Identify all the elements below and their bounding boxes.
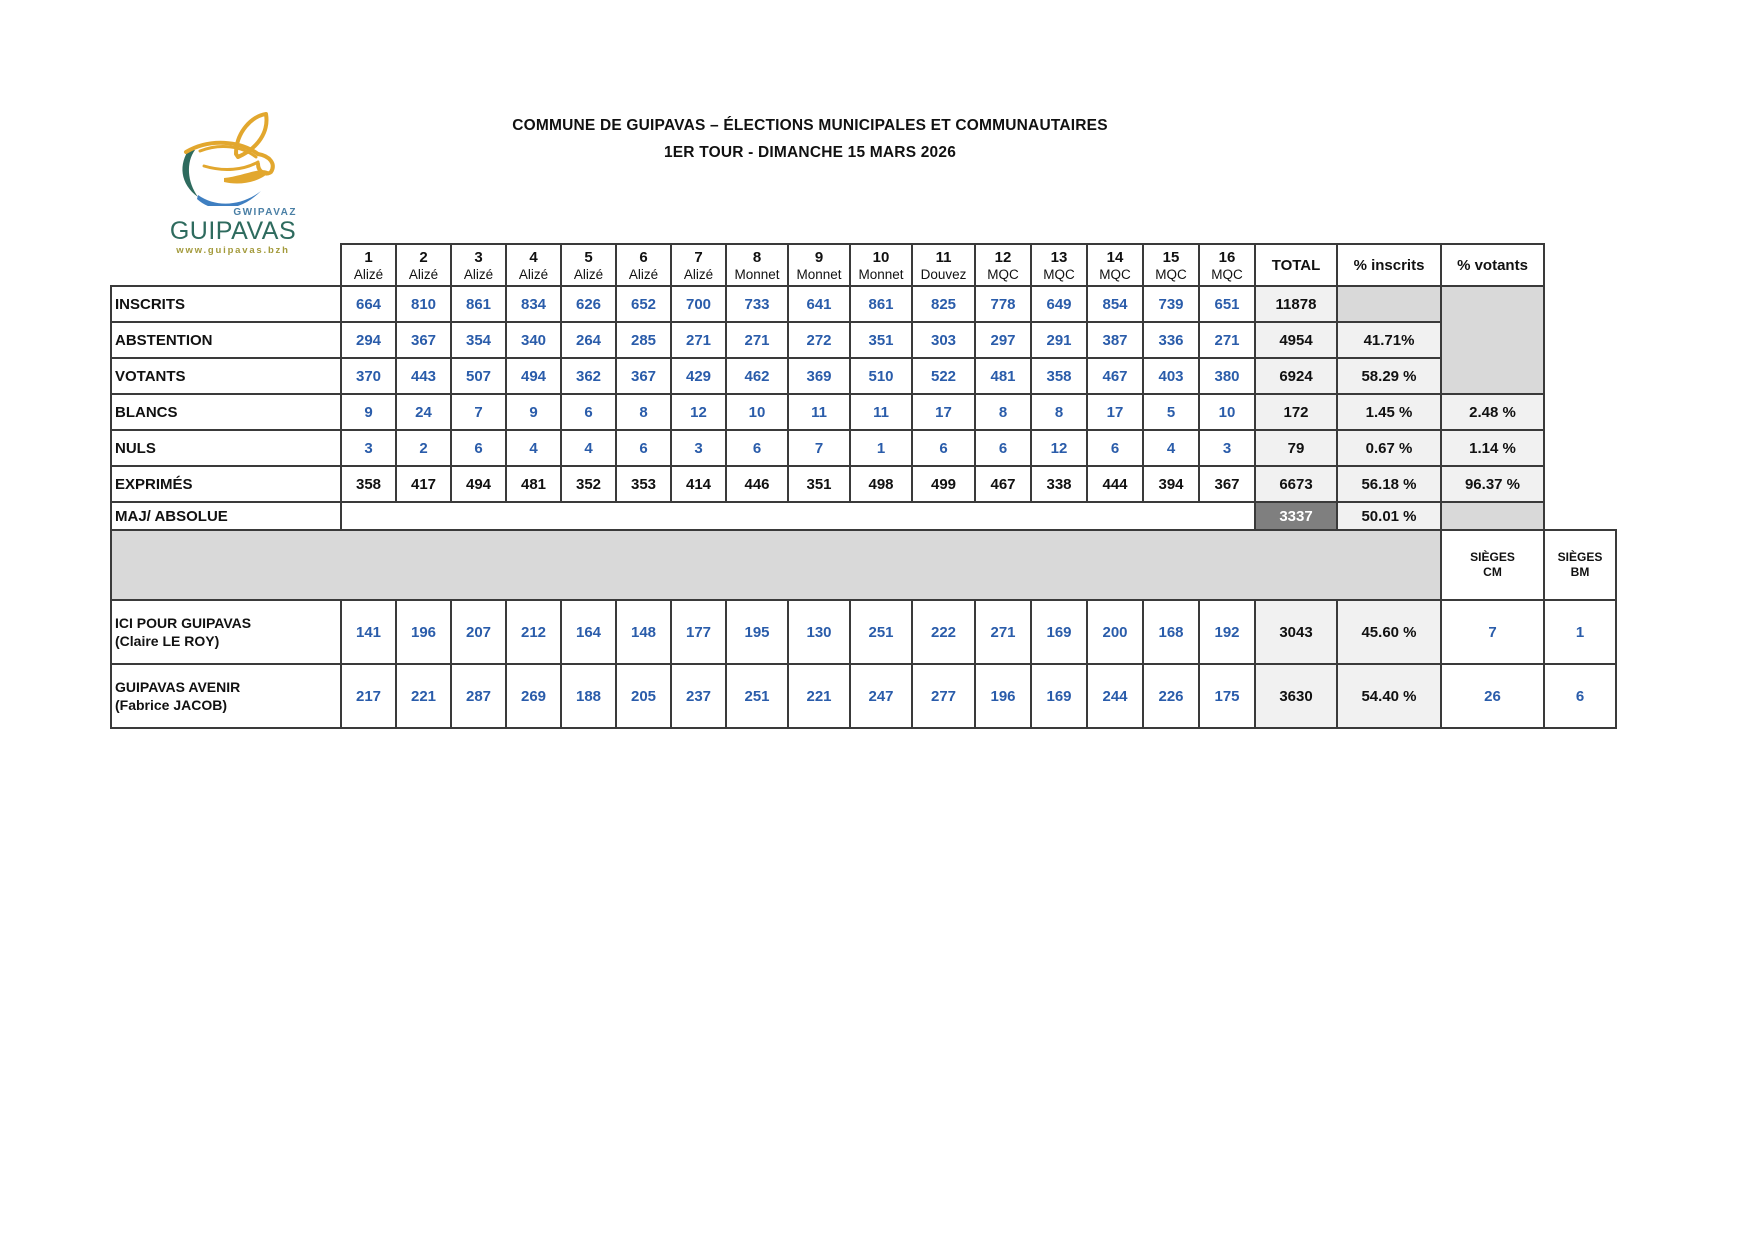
maj-pct-inscrits-cell: 50.01 %: [1337, 502, 1441, 530]
value-cell: 739: [1143, 286, 1199, 322]
candidate-label: ICI POUR GUIPAVAS (Claire LE ROY): [111, 600, 341, 664]
value-cell: 277: [912, 664, 975, 728]
value-cell: 5: [1143, 394, 1199, 430]
pct-exprimes-cell: 45.60 %: [1337, 600, 1441, 664]
pct-inscrits-cell: [1337, 286, 1441, 322]
value-cell: 3: [671, 430, 726, 466]
total-cell: 6924: [1255, 358, 1337, 394]
value-cell: 1: [850, 430, 912, 466]
value-cell: 358: [1031, 358, 1087, 394]
maj-total-cell: 3337: [1255, 502, 1337, 530]
value-cell: 200: [1087, 600, 1143, 664]
value-cell: 4: [561, 430, 616, 466]
results-table-body: [111, 244, 1616, 728]
pct-votants-header: % votants: [1441, 244, 1544, 286]
value-cell: 271: [1199, 322, 1255, 358]
total-cell: 11878: [1255, 286, 1337, 322]
value-cell: 196: [975, 664, 1031, 728]
value-cell: 217: [341, 664, 396, 728]
pct-inscrits-cell: 56.18 %: [1337, 466, 1441, 502]
value-cell: 414: [671, 466, 726, 502]
value-cell: 148: [616, 600, 671, 664]
value-cell: 24: [396, 394, 451, 430]
pct-votants-cell: 1.14 %: [1441, 430, 1544, 466]
logo-brand-small: GWIPAVAZ: [233, 207, 297, 218]
value-cell: 303: [912, 322, 975, 358]
sieges-cm-header: SIÈGES CM: [1441, 530, 1544, 600]
value-cell: 269: [506, 664, 561, 728]
value-cell: 251: [726, 664, 788, 728]
maj-empty-span: [341, 502, 1255, 530]
candidate-label: GUIPAVAS AVENIR (Fabrice JACOB): [111, 664, 341, 728]
value-cell: 17: [1087, 394, 1143, 430]
value-cell: 164: [561, 600, 616, 664]
value-cell: 394: [1143, 466, 1199, 502]
value-cell: 271: [975, 600, 1031, 664]
value-cell: 177: [671, 600, 726, 664]
value-cell: 494: [506, 358, 561, 394]
bureau-header: 3 Alizé: [451, 244, 506, 286]
total-cell: 4954: [1255, 322, 1337, 358]
bureau-header: 11 Douvez: [912, 244, 975, 286]
separator-band: [111, 530, 1441, 600]
value-cell: 810: [396, 286, 451, 322]
value-cell: 367: [396, 322, 451, 358]
row-label: ABSTENTION: [111, 322, 341, 358]
value-cell: 130: [788, 600, 850, 664]
value-cell: 6: [912, 430, 975, 466]
pct-votants-cell: [1441, 286, 1544, 394]
value-cell: 10: [726, 394, 788, 430]
value-cell: 271: [671, 322, 726, 358]
value-cell: 467: [975, 466, 1031, 502]
corner-spacer: [111, 244, 341, 286]
value-cell: 651: [1199, 286, 1255, 322]
value-cell: 291: [1031, 322, 1087, 358]
value-cell: 192: [1199, 600, 1255, 664]
value-cell: 11: [850, 394, 912, 430]
total-cell: 6673: [1255, 466, 1337, 502]
value-cell: 336: [1143, 322, 1199, 358]
value-cell: 861: [850, 286, 912, 322]
value-cell: 3: [1199, 430, 1255, 466]
value-cell: 264: [561, 322, 616, 358]
value-cell: 444: [1087, 466, 1143, 502]
sieges-bm-header: SIÈGES BM: [1544, 530, 1616, 600]
title-line-1: COMMUNE DE GUIPAVAS – ÉLECTIONS MUNICIPALES ET COMMUNAUTAIRES: [512, 117, 1108, 134]
pct-votants-cell: 2.48 %: [1441, 394, 1544, 430]
value-cell: 387: [1087, 322, 1143, 358]
value-cell: 641: [788, 286, 850, 322]
value-cell: 6: [975, 430, 1031, 466]
value-cell: 221: [396, 664, 451, 728]
value-cell: 11: [788, 394, 850, 430]
value-cell: 7: [451, 394, 506, 430]
pct-inscrits-cell: 58.29 %: [1337, 358, 1441, 394]
total-cell: 3630: [1255, 664, 1337, 728]
row-label: NULS: [111, 430, 341, 466]
value-cell: 297: [975, 322, 1031, 358]
value-cell: 9: [341, 394, 396, 430]
value-cell: 271: [726, 322, 788, 358]
pct-exprimes-cell: 54.40 %: [1337, 664, 1441, 728]
pct-inscrits-cell: 1.45 %: [1337, 394, 1441, 430]
value-cell: 834: [506, 286, 561, 322]
value-cell: 481: [506, 466, 561, 502]
bureau-header: 1 Alizé: [341, 244, 396, 286]
value-cell: 652: [616, 286, 671, 322]
value-cell: 825: [912, 286, 975, 322]
value-cell: 207: [451, 600, 506, 664]
value-cell: 8: [616, 394, 671, 430]
value-cell: 481: [975, 358, 1031, 394]
value-cell: 498: [850, 466, 912, 502]
bureau-header: 9 Monnet: [788, 244, 850, 286]
bureau-header: 4 Alizé: [506, 244, 561, 286]
value-cell: 226: [1143, 664, 1199, 728]
row-label: VOTANTS: [111, 358, 341, 394]
bureau-header: 16 MQC: [1199, 244, 1255, 286]
value-cell: 3: [341, 430, 396, 466]
total-header: TOTAL: [1255, 244, 1337, 286]
value-cell: 417: [396, 466, 451, 502]
value-cell: 358: [341, 466, 396, 502]
pct-inscrits-cell: 0.67 %: [1337, 430, 1441, 466]
logo-tail: [224, 170, 269, 183]
value-cell: 244: [1087, 664, 1143, 728]
value-cell: 403: [1143, 358, 1199, 394]
value-cell: 6: [1087, 430, 1143, 466]
maj-pct-votants-cell: [1441, 502, 1544, 530]
bureau-header: 13 MQC: [1031, 244, 1087, 286]
logo-blue-swoosh: [197, 191, 261, 206]
pct-inscrits-cell: 41.71%: [1337, 322, 1441, 358]
value-cell: 733: [726, 286, 788, 322]
value-cell: 367: [616, 358, 671, 394]
value-cell: 188: [561, 664, 616, 728]
value-cell: 222: [912, 600, 975, 664]
value-cell: 649: [1031, 286, 1087, 322]
total-cell: 3043: [1255, 600, 1337, 664]
value-cell: 338: [1031, 466, 1087, 502]
bureau-header: 12 MQC: [975, 244, 1031, 286]
value-cell: 205: [616, 664, 671, 728]
row-label: BLANCS: [111, 394, 341, 430]
value-cell: 7: [788, 430, 850, 466]
title-line-2: 1ER TOUR - DIMANCHE 15 MARS 2026: [663, 144, 957, 161]
total-cell: 79: [1255, 430, 1337, 466]
bureau-header: 10 Monnet: [850, 244, 912, 286]
value-cell: 351: [788, 466, 850, 502]
value-cell: 354: [451, 322, 506, 358]
value-cell: 6: [726, 430, 788, 466]
total-cell: 172: [1255, 394, 1337, 430]
value-cell: 247: [850, 664, 912, 728]
sieges-bm-cell: 6: [1544, 664, 1616, 728]
bureau-header: 2 Alizé: [396, 244, 451, 286]
value-cell: 169: [1031, 600, 1087, 664]
value-cell: 272: [788, 322, 850, 358]
value-cell: 446: [726, 466, 788, 502]
bureau-header: 5 Alizé: [561, 244, 616, 286]
value-cell: 499: [912, 466, 975, 502]
value-cell: 353: [616, 466, 671, 502]
value-cell: 175: [1199, 664, 1255, 728]
value-cell: 467: [1087, 358, 1143, 394]
value-cell: 169: [1031, 664, 1087, 728]
bureau-header: 6 Alizé: [616, 244, 671, 286]
results-table: [110, 243, 1617, 729]
row-label: EXPRIMÉS: [111, 466, 341, 502]
value-cell: 362: [561, 358, 616, 394]
value-cell: 9: [506, 394, 561, 430]
sieges-bm-cell: 1: [1544, 600, 1616, 664]
value-cell: 6: [616, 430, 671, 466]
value-cell: 494: [451, 466, 506, 502]
value-cell: 12: [1031, 430, 1087, 466]
value-cell: 196: [396, 600, 451, 664]
value-cell: 237: [671, 664, 726, 728]
value-cell: 854: [1087, 286, 1143, 322]
value-cell: 522: [912, 358, 975, 394]
value-cell: 367: [1199, 466, 1255, 502]
value-cell: 8: [1031, 394, 1087, 430]
value-cell: 6: [561, 394, 616, 430]
page-title: [110, 112, 1510, 166]
value-cell: 462: [726, 358, 788, 394]
value-cell: 287: [451, 664, 506, 728]
value-cell: 626: [561, 286, 616, 322]
value-cell: 8: [975, 394, 1031, 430]
value-cell: 380: [1199, 358, 1255, 394]
value-cell: 4: [1143, 430, 1199, 466]
value-cell: 285: [616, 322, 671, 358]
value-cell: 4: [506, 430, 561, 466]
value-cell: 2: [396, 430, 451, 466]
value-cell: 340: [506, 322, 561, 358]
value-cell: 507: [451, 358, 506, 394]
value-cell: 195: [726, 600, 788, 664]
value-cell: 6: [451, 430, 506, 466]
row-label: INSCRITS: [111, 286, 341, 322]
sieges-cm-cell: 26: [1441, 664, 1544, 728]
value-cell: 17: [912, 394, 975, 430]
sieges-cm-cell: 7: [1441, 600, 1544, 664]
value-cell: 168: [1143, 600, 1199, 664]
value-cell: 212: [506, 600, 561, 664]
bureau-header: 7 Alizé: [671, 244, 726, 286]
value-cell: 369: [788, 358, 850, 394]
pct-inscrits-header: % inscrits: [1337, 244, 1441, 286]
value-cell: 352: [561, 466, 616, 502]
value-cell: 443: [396, 358, 451, 394]
logo-brand: GUIPAVAS: [169, 217, 297, 245]
value-cell: 12: [671, 394, 726, 430]
bureau-header: 15 MQC: [1143, 244, 1199, 286]
value-cell: 294: [341, 322, 396, 358]
value-cell: 700: [671, 286, 726, 322]
value-cell: 778: [975, 286, 1031, 322]
pct-votants-cell: 96.37 %: [1441, 466, 1544, 502]
value-cell: 251: [850, 600, 912, 664]
value-cell: 861: [451, 286, 506, 322]
value-cell: 429: [671, 358, 726, 394]
value-cell: 351: [850, 322, 912, 358]
value-cell: 510: [850, 358, 912, 394]
bureau-header: 8 Monnet: [726, 244, 788, 286]
value-cell: 10: [1199, 394, 1255, 430]
value-cell: 664: [341, 286, 396, 322]
bureau-header: 14 MQC: [1087, 244, 1143, 286]
row-label: MAJ/ ABSOLUE: [111, 502, 341, 530]
value-cell: 370: [341, 358, 396, 394]
value-cell: 221: [788, 664, 850, 728]
logo-url: www.guipavas.bzh: [176, 245, 290, 256]
value-cell: 141: [341, 600, 396, 664]
